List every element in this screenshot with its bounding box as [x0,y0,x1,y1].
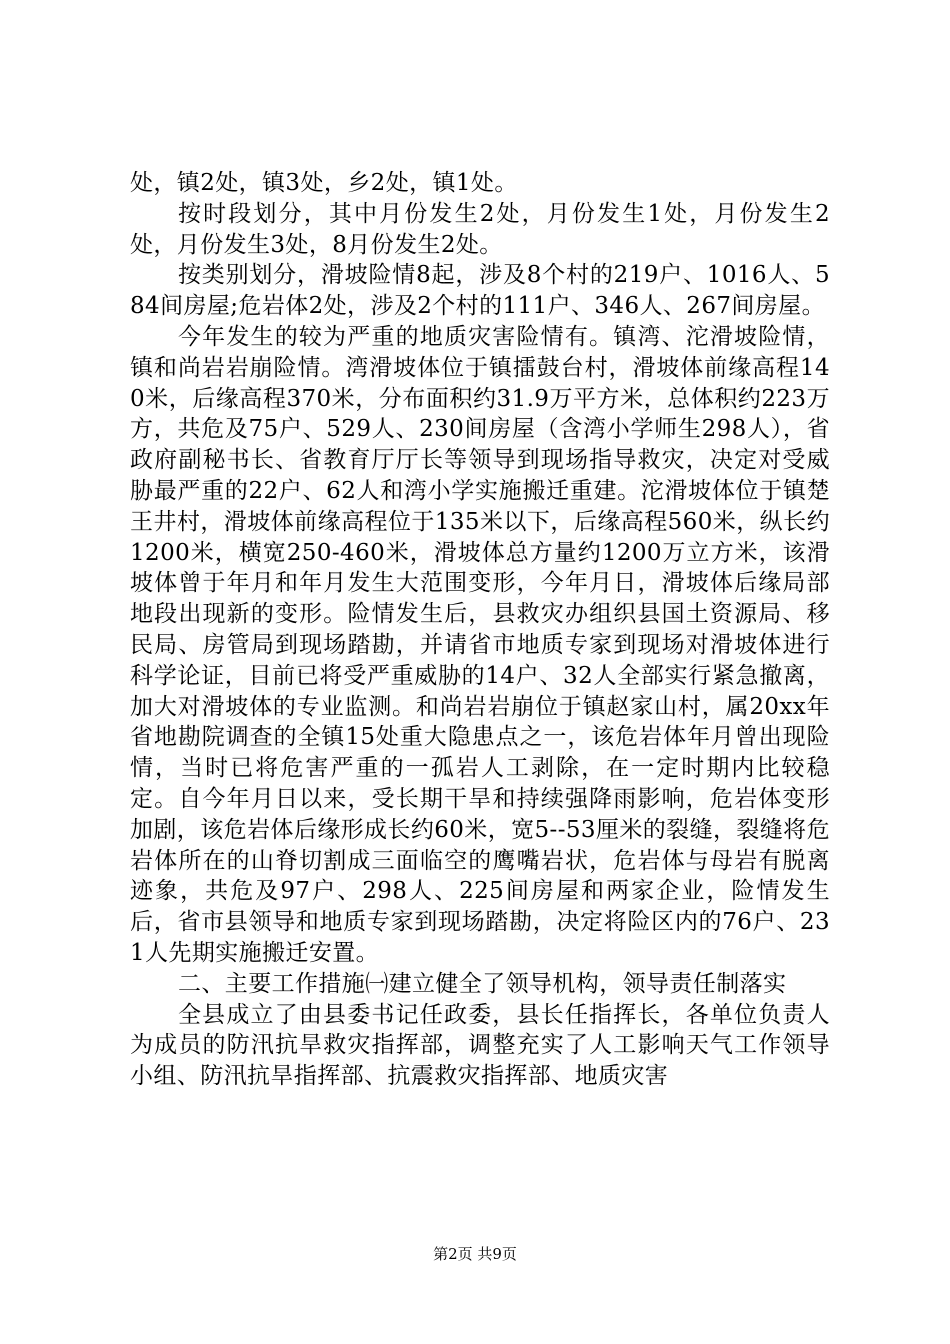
paragraph-3: 按类别划分，滑坡险情8起，涉及8个村的219户、1016人、584间房屋;危岩体2处，涉及2个村的111户、346人、267间房屋。 [130,262,830,320]
paragraph-6: 全县成立了由县委书记任政委，县长任指挥长，各单位负责人为成员的防汛抗旱救灾指挥部，调整充实了人工影响天气工作领导小组、防汛抗旱指挥部、抗震救灾指挥部、地质灾害 [130,1001,830,1090]
document-body [130,168,830,1092]
paragraph-5: 二、主要工作措施㈠建立健全了领导机构，领导责任制落实 [178,970,787,997]
paragraph-2: 按时段划分，其中月份发生2处，月份发生1处，月份发生2处，月份发生3处，8月份发生2处。 [130,200,830,258]
paragraph-4: 今年发生的较为严重的地质灾害险情有。镇湾、沱滑坡险情，镇和尚岩岩崩险情。湾滑坡体位于镇擂鼓台村，滑坡体前缘高程140米，后缘高程370米，分布面积约31.9万平方米，总体积约223万方，共危及75户、529人、230间房屋（含湾小学师生298人），省政府副秘书长、省教育厅厅长等领导到现场指导救灾，决定对受威胁最严重的22户、62人和湾小学实施搬迁重建。沱滑坡体位于镇楚王井村，滑坡体前缘高程位于135米以下，后缘高程560米，纵长约1200米，横宽250-460米，滑坡体总方量约1200万立方米，该滑坡体曾于年月和年月发生大范围变形，今年月日，滑坡体后缘局部地段出现新的变形。险情发生后，县救灾办组织县国土资源局、移民局、房管局到现场踏勘，并请省市地质专家到现场对滑坡体进行科学论证，目前已将受严重威胁的14户、32人全部实行紧急撤离，加大对滑坡体的专业监测。和尚岩岩崩位于镇赵家山村，属20xx年省地勘院调查的全镇15处重大隐患点之一，该危岩体年月曾出现险情，当时已将危害严重的一孤岩人工剥除，在一定时期内比较稳定。自今年月日以来，受长期干旱和持续强降雨影响，危岩体变形加剧，该危岩体后缘形成长约60米，宽5--53厘米的裂缝，裂缝将危岩体所在的山脊切割成三面临空的鹰嘴岩状，危岩体与母岩有脱离迹象，共危及97户、298人、225间房屋和两家企业，险情发生后，省市县领导和地质专家到现场踏勘，决定将险区内的76户、231人先期实施搬迁安置。 [130,323,830,966]
page-footer: 第2页 共9页 [433,1245,517,1263]
paragraph-1: 处，镇2处，镇3处，乡2处，镇1处。 [130,170,518,196]
